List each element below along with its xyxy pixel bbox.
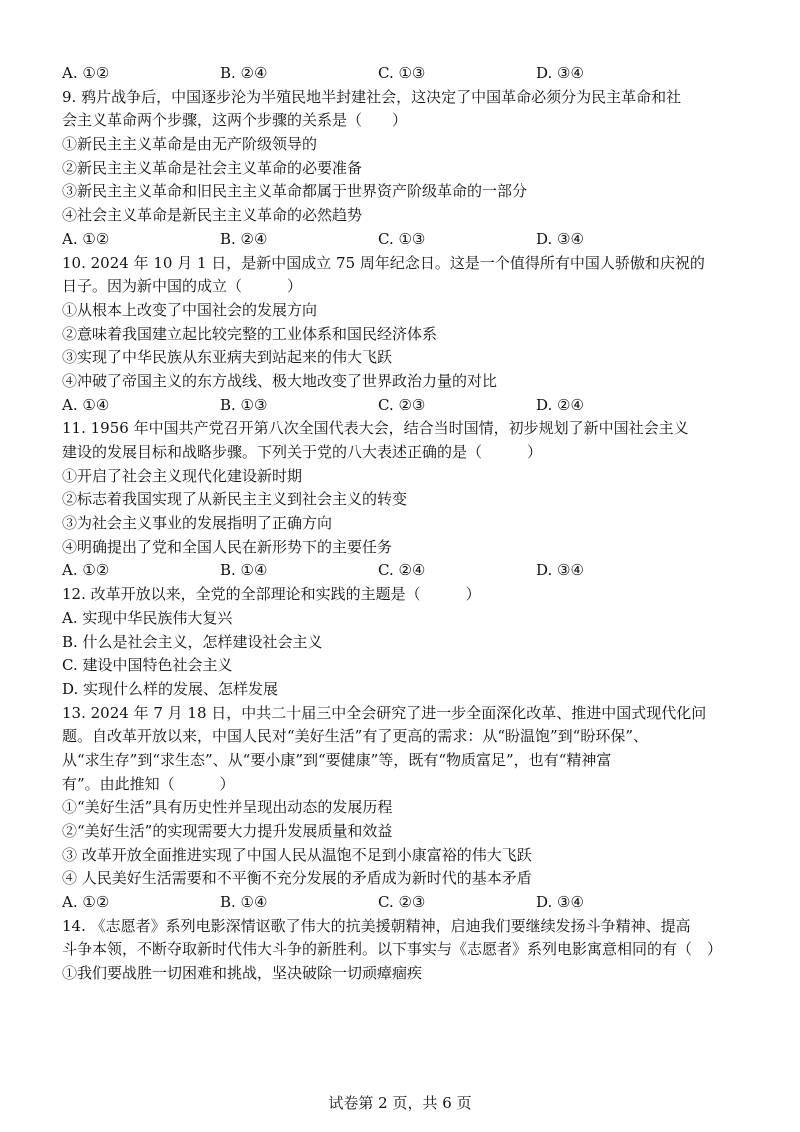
question-13: [62, 702, 752, 915]
q10-item: ③实现了中华民族从东亚病夫到站起来的伟大飞跃: [62, 348, 393, 367]
q13-item: ②“美好生活”的实现需要大力提升发展质量和效益: [62, 822, 393, 840]
q9-item: ③新民主主义革命和旧民主主义革命都属于世界资产阶级革命的一部分: [62, 182, 528, 201]
q13-options: [62, 891, 752, 915]
q8-option-b: B. ②④: [220, 64, 268, 82]
question-10: [62, 252, 752, 418]
q11-option-a: A. ①②: [62, 561, 110, 580]
q13-item: ①“美好生活”具有历史性并呈现出动态的发展历程: [62, 798, 393, 817]
q13-option-a: A. ①②: [62, 893, 110, 912]
question-14: [62, 915, 752, 986]
q9-item: ①新民主主义革命是由无产阶级领导的: [62, 135, 318, 154]
q8-option-d: D. ③④: [536, 64, 584, 82]
q11-stem-line: 建设的发展目标和战略步骤。下列关于党的八大表述正确的是（ ）: [62, 443, 543, 461]
q14-stem-line: 14. 《志愿者》系列电影深情讴歌了伟大的抗美援朝精神，启迪我们要继续发扬斗争精神、提高: [62, 916, 691, 935]
q13-stem-line: 从“求生存”到“求生态”、从“要小康”到“要健康”等，既有“物质富足”，也有“精神富: [62, 750, 612, 769]
question-11: [62, 417, 752, 583]
q13-option-d: D. ③④: [536, 893, 584, 912]
q10-stem-line: 日子。因为新中国的成立（ ）: [62, 277, 303, 296]
q13-stem-line: 有”。由此推知（ ）: [62, 774, 235, 793]
q8-option-c: C. ①③: [378, 64, 426, 82]
question-12: [62, 583, 752, 701]
q9-item: ②新民主主义革命是社会主义革命的必要准备: [62, 158, 363, 177]
q10-stem-line: 10. 2024 年 10 月 1 日，是新中国成立 75 周年纪念日。这是一个值得所有中国人骄傲和庆祝的: [62, 253, 705, 272]
q11-item: ③为社会主义事业的发展指明了正确方向: [62, 514, 333, 533]
q8-options: [62, 62, 752, 86]
q10-item: ①从根本上改变了中国社会的发展方向: [62, 300, 318, 319]
q13-item: ③ 改革开放全面推进实现了中国人民从温饱不足到小康富裕的伟大飞跃: [62, 845, 532, 864]
q9-option-d: D. ③④: [536, 229, 584, 248]
q10-item: ④冲破了帝国主义的东方战线、极大地改变了世界政治力量的对比: [62, 371, 498, 390]
q11-option-d: D. ③④: [536, 561, 584, 580]
q13-option-b: B. ①④: [220, 893, 268, 912]
q9-stem-line: 9. 鸦片战争后，中国逐步沦为半殖民地半封建社会，这决定了中国革命必须分为民主革命和社: [62, 87, 682, 106]
q10-option-a: A. ①④: [62, 395, 110, 414]
q12-stem-line: 12. 改革开放以来，全党的全部理论和实践的主题是（ ）: [62, 585, 481, 604]
q11-item: ②标志着我国实现了从新民主主义到社会主义的转变: [62, 490, 408, 509]
q10-option-b: B. ①③: [220, 395, 268, 414]
q11-item: ①开启了社会主义现代化建设新时期: [62, 466, 303, 485]
q11-options: [62, 559, 752, 583]
q10-option-c: C. ②③: [378, 395, 426, 414]
q9-options: [62, 228, 752, 252]
q8-option-a: A. ①②: [62, 64, 110, 82]
q13-item: ④ 人民美好生活需要和不平衡不充分发展的矛盾成为新时代的基本矛盾: [62, 869, 532, 888]
q13-stem-line: 题。自改革开放以来，中国人民对“美好生活”有了更高的需求：从“盼温饱”到“盼环保”、: [62, 727, 649, 746]
q9-stem-line: 会主义革命两个步骤，这两个步骤的关系是（ ）: [62, 111, 408, 130]
q9-item: ④社会主义革命是新民主主义革命的必然趋势: [62, 206, 363, 225]
q12-option: C. 建设中国特色社会主义: [62, 656, 233, 675]
q14-item: ①我们要战胜一切困难和挑战，坚决破除一切顽瘴痼疾: [62, 964, 423, 983]
q11-item: ④明确提出了党和全国人民在新形势下的主要任务: [62, 537, 393, 556]
q11-option-b: B. ①④: [220, 561, 268, 580]
q9-option-b: B. ②④: [220, 229, 268, 248]
page-content: [62, 62, 752, 986]
q10-option-d: D. ②④: [536, 395, 584, 414]
q10-item: ②意味着我国建立起比较完整的工业体系和国民经济体系: [62, 324, 438, 343]
q9-option-a: A. ①②: [62, 229, 110, 248]
q11-stem-line: 11. 1956 年中国共产党召开第八次全国代表大会，结合当时国情，初步规划了新中国社会主义: [62, 419, 689, 438]
q12-option: D. 实现什么样的发展、怎样发展: [62, 679, 279, 698]
q12-option: A. 实现中华民族伟大复兴: [62, 608, 233, 627]
q14-stem-line: 斗争本领，不断夺取新时代伟大斗争的新胜利。以下事实与《志愿者》系列电影寓意相同的有（ ）: [62, 940, 723, 959]
q9-option-c: C. ①③: [378, 229, 426, 248]
page-footer: 试卷第 2 页，共 6 页: [328, 1094, 472, 1112]
q13-stem-line: 13. 2024 年 7 月 18 日，中共二十届三中全会研究了进一步全面深化改革、推进中国式现代化问: [62, 703, 707, 722]
q11-option-c: C. ②④: [378, 561, 426, 580]
q10-options: [62, 394, 752, 418]
q12-option: B. 什么是社会主义，怎样建设社会主义: [62, 632, 323, 651]
q13-option-c: C. ②③: [378, 893, 426, 912]
question-9: [62, 86, 752, 252]
